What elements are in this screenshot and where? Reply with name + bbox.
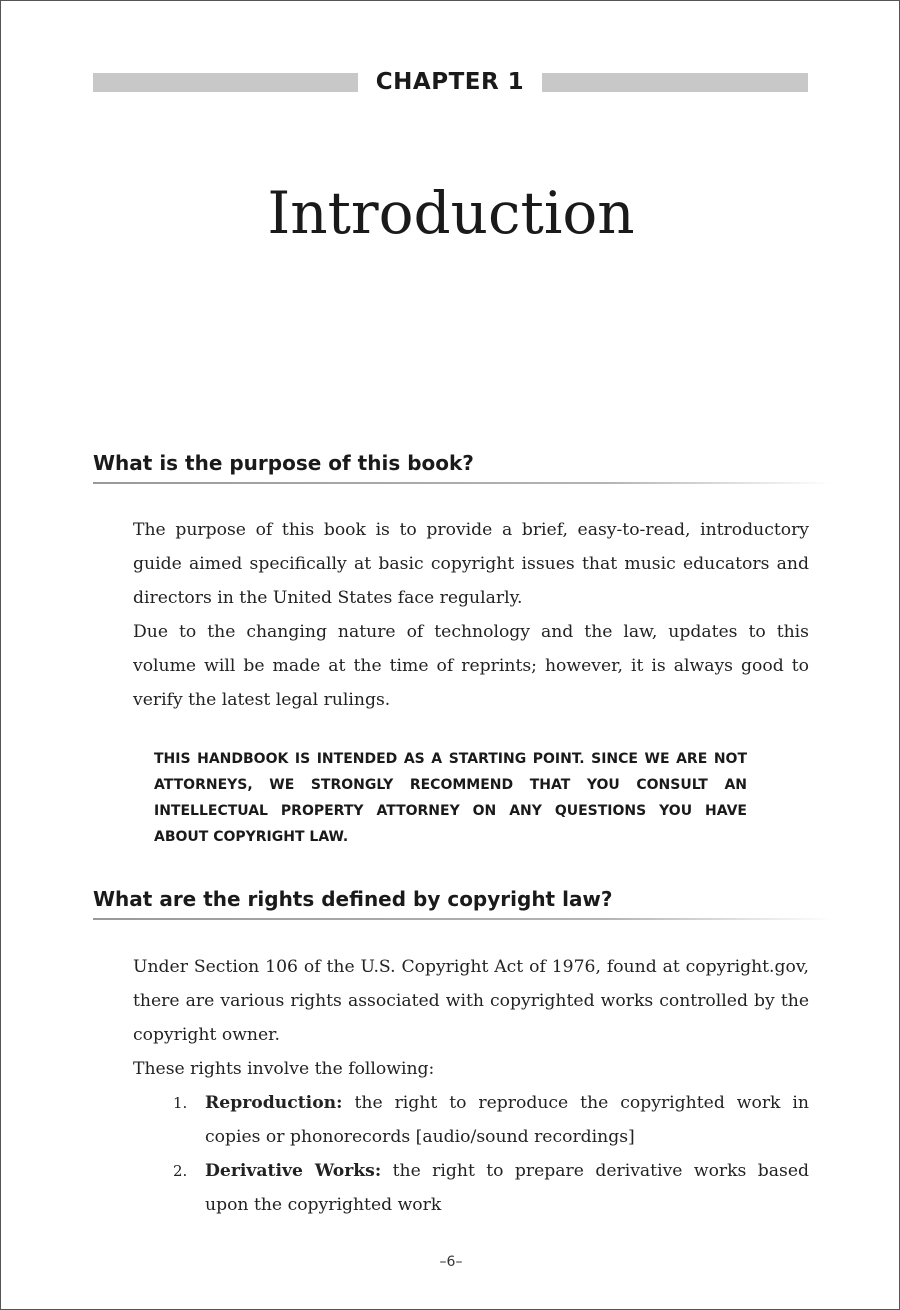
section-rule — [93, 482, 833, 484]
list-text: the right to reproduce the copyrighted work in copies or phonorecords [audio/sound recordings] — [205, 1093, 809, 1147]
chapter-title: Introduction — [267, 179, 635, 247]
updates-paragraph: Due to the changing nature of technology and the law, updates to this volume will be made at the time of reprints; however, it is always good to verify the latest legal rulings. — [133, 622, 809, 710]
purpose-paragraph: The purpose of this book is to provide a brief, easy-to-read, introductory guide aimed specifically at basic copyright issues that music educators and directors in the United States face regularly. — [133, 520, 809, 608]
section-106-paragraph: Under Section 106 of the U.S. Copyright Act of 1976, found at copyright.gov, there are various rights associated with copyrighted works controlled by the copyright owner. — [133, 957, 809, 1045]
section-heading-purpose: What is the purpose of this book? — [93, 451, 474, 475]
list-item — [171, 1086, 809, 1154]
list-term: Derivative Works: — [205, 1161, 382, 1181]
chapter-bar-left — [93, 73, 358, 92]
list-term: Reproduction: — [205, 1093, 343, 1113]
list-item — [171, 1154, 809, 1222]
chapter-label: CHAPTER 1 — [375, 69, 525, 95]
section-rule — [93, 918, 833, 920]
page-number: –6– — [439, 1254, 463, 1270]
disclaimer-notice: THIS HANDBOOK IS INTENDED AS A STARTING POINT. SINCE WE ARE NOT ATTORNEYS, WE STRONGLY RECOMMEND THAT YOU CONSULT AN INTELLECTUAL PROPERTY ATTORNEY ON ANY QUESTIONS YOU HAVE ABOUT COPYRIGHT LAW. — [154, 751, 747, 845]
section-heading-rights: What are the rights defined by copyright law? — [93, 887, 613, 911]
list-number: 2. — [173, 1162, 188, 1180]
rights-intro-paragraph: These rights involve the following: — [133, 1059, 435, 1079]
chapter-bar-right — [542, 73, 808, 92]
rights-list — [171, 1086, 809, 1222]
list-text: the right to prepare derivative works based upon the copyrighted work — [205, 1161, 810, 1215]
list-number: 1. — [173, 1094, 188, 1112]
